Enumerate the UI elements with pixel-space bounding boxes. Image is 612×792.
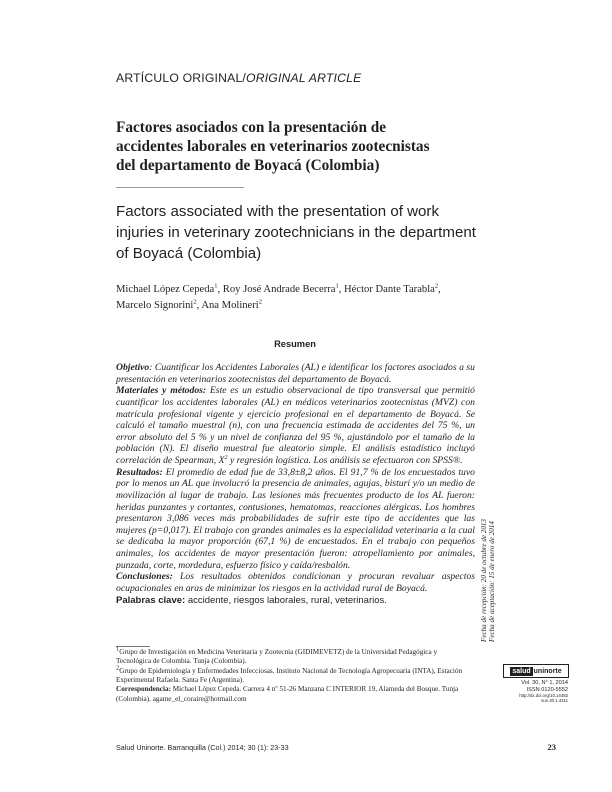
methods-label: Materiales y métodos: — [116, 385, 207, 397]
abstract-objective — [116, 362, 475, 385]
journal-volume: Vol. 30, N° 1, 2014 — [521, 680, 568, 686]
journal-logo-left: salud — [512, 667, 531, 675]
section-label — [116, 71, 361, 85]
author-name: Marcelo Signorini — [116, 299, 194, 311]
methods-superscript: 2 — [224, 454, 228, 461]
author-affiliation: 2 — [434, 282, 439, 290]
footnote-text: Grupo de Investigación en Medicina Veterinaria y Zootecnia (GIDIMEVETZ) de la Universidad Pedagógica y Tecnológica de Colombia. Tunja (Colombia). — [116, 648, 438, 666]
abstract-keywords — [116, 595, 475, 607]
journal-issn: ISSN 0120-5552 — [526, 686, 568, 693]
abstract-body — [116, 362, 475, 606]
correspondence-label: Correspondencia: — [116, 685, 171, 694]
journal-logo — [503, 664, 569, 678]
received-date: Fecha de recepción: 20 de octubre de 2013 — [480, 519, 488, 642]
footnote-correspondence — [116, 685, 471, 704]
abstract-methods — [116, 385, 475, 466]
footnote-marker: 2 — [116, 664, 120, 672]
results-text: El promedio de edad fue de 33,8±8,2 años. El 91,7 % de los encuestados tuvo por lo menos un AL que involucró la presencia de animales, agujas, bisturí y/o un medio de movilización al lugar de trabajo. Las lesiones más frecuentes producto de los AL fueron: heridas punzantes y cortantes, contusiones, hematomas, reacciones alérgicas. Los hombres presentaron 3,086 veces más probabilidades de sufrir este tipo de accidentes que las mujeres (p=0,017). El trabajo con grandes animales es la especialidad veterinaria a la cual se dedicaba la mayor proporción (67,1 %) de encuestados. En el trabajo con pequeños animales, los accidentes de mayor presentación fueron: atropellamiento por animales, punzada, corte, mordedura, esfuerzo físico y caída/resbalón. — [116, 466, 475, 571]
keywords-label: Palabras clave: — [116, 594, 186, 606]
correspondence-text: Michael López Cepeda. Carrera 4 nº 51-26 Manzana C INTERIOR 19, Alameda del Bosque. Tunja (Colombia). agame_el_coraire@hotmail.com — [116, 685, 459, 703]
journal-doi: http://dx.doi.org/10.14482 — [519, 693, 568, 699]
accepted-date: Fecha de aceptación: 15 de enero de 2014 — [488, 521, 497, 642]
conclusions-text: Los resultados obtenidos condicionan y procuran revaluar aspectos ocupacionales en aras de minimizar los riesgos en la actividad rural de Boyacá. — [116, 571, 475, 594]
author-affiliation: 2 — [193, 297, 197, 305]
results-label: Resultados: — [116, 466, 163, 478]
footnote-affiliation-2 — [116, 664, 471, 686]
footer-citation: Salud Uninorte. Barranquilla (Col.) 2014; 30 (1): 23-33 — [116, 743, 289, 752]
journal-doi-suffix: sun.30.1.4311 — [541, 698, 568, 704]
title-spanish: Factores asociados con la presentación de accidentes laborales en veterinarios zootecnistas del departamento de Boyacá (Colombia) — [116, 119, 430, 175]
journal-metadata — [494, 680, 568, 703]
title-english: Factors associated with the presentation of work injuries in veterinary zootechnicians in the department of Boyacá (Colombia) — [116, 203, 476, 262]
abstract-heading: Resumen — [274, 339, 316, 349]
objective-text: : Cuantificar los Accidentes Laborales (AL) e identificar los factores asociados a su presentación en veterinarios zootecnistas del departamento de Boyacá. — [116, 362, 475, 385]
methods-text-end: y regresión logística. Los análisis se efectuaron con SPSS®. — [227, 455, 463, 466]
author-name: Ana Molineri — [201, 299, 259, 311]
author-affiliation: 1 — [214, 282, 218, 290]
author-name: Héctor Dante Tarabla — [344, 284, 435, 295]
objective-label: Objetivo — [116, 362, 150, 373]
section-label-en: ORIGINAL ARTICLE — [246, 71, 362, 85]
author-list: Michael López Cepeda$^1$, Roy José Andrade Becerra$^1$, Héctor Dante Tarabla$^2$, Marcelo Signorini$^2$, Ana Molineri$^2$ — [116, 282, 441, 311]
page-number: 23 — [547, 742, 556, 752]
title-divider — [116, 187, 244, 188]
footnote-marker: 1 — [116, 645, 120, 653]
submission-dates — [480, 342, 497, 642]
footnote-divider — [116, 646, 150, 647]
footnote-affiliation-1 — [116, 645, 471, 667]
author-affiliation: 1 — [335, 282, 339, 290]
footnote-text: Grupo de Epidemiología y Enfermedades Infecciosas. Instituto Nacional de Tecnología Agropecuaria (INTA), Estación Experimental Rafaela. Santa Fe (Argentina). — [116, 666, 463, 685]
author-affiliation: 2 — [258, 297, 262, 305]
footnotes — [116, 645, 471, 704]
journal-logo-right: uninorte — [533, 667, 562, 675]
abstract-conclusions — [116, 571, 475, 594]
section-label-es: ARTÍCULO ORIGINAL/ — [116, 71, 247, 85]
abstract-results — [116, 467, 475, 572]
conclusions-label: Conclusiones: — [116, 571, 173, 583]
keywords-text: accidente, riesgos laborales, rural, veterinarios. — [185, 594, 387, 606]
author-name: Roy José Andrade Becerra — [222, 284, 336, 295]
author-name: Michael López Cepeda — [116, 284, 215, 295]
methods-text: Este es un estudio observacional de tipo transversal que permitió cuantificar los accidentes laborales (AL) en médicos veterinarios zootecnistas (MVZ) con matrícula profesional vigente y ejercicio profesional en el departamento de Boyacá. Se calculó el tamaño muestral (n), con una frecuencia estimada de accidentes del 75 %, un error absoluto del 5 % y un nivel de confianza del 95 %, ajustándolo por el tamaño de la población (N). El diseño muestral fue aleatorio simple. El análisis estadístico incluyó correlación de Spearman, X — [116, 385, 475, 466]
